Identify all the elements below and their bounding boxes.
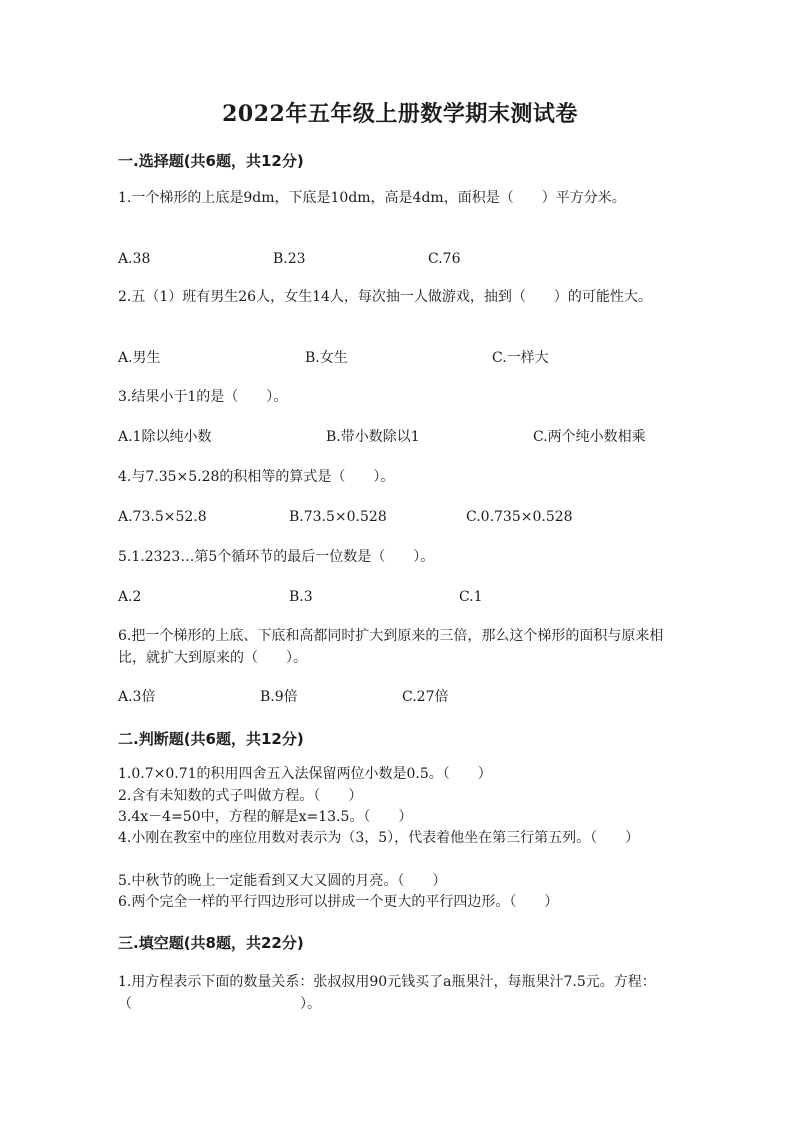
judge-item: 4.小刚在教室中的座位用数对表示为（3，5），代表着他坐在第三行第五列。（ ） bbox=[118, 830, 640, 846]
option-a: A.2 bbox=[118, 589, 142, 605]
option-a: A.3倍 bbox=[118, 689, 156, 705]
option-c: C.0.735×0.528 bbox=[466, 509, 573, 525]
section-header-choice: 一.选择题(共6题，共12分) bbox=[118, 152, 304, 170]
option-a: A.73.5×52.8 bbox=[118, 509, 207, 525]
question-text: 3.结果小于1的是（ ）。 bbox=[118, 389, 288, 405]
option-b: B.9倍 bbox=[260, 689, 298, 705]
option-c: C.一样大 bbox=[492, 350, 549, 366]
judge-item: 2.含有未知数的式子叫做方程。（ ） bbox=[118, 788, 363, 804]
judge-item: 6.两个完全一样的平行四边形可以拼成一个更大的平行四边形。（ ） bbox=[118, 894, 559, 910]
judge-item: 3.4x－4=50中，方程的解是x=13.5。（ ） bbox=[118, 809, 413, 825]
option-c: C.1 bbox=[459, 589, 483, 605]
option-a: A.38 bbox=[118, 251, 151, 267]
page-title: 2022年五年级上册数学期末测试卷 bbox=[222, 101, 578, 127]
question-text: 2.五（1）班有男生26人，女生14人，每次抽一人做游戏，抽到（ ）的可能性大。 bbox=[118, 289, 652, 305]
question-text: 5.1.2323…第5个循环节的最后一位数是（ ）。 bbox=[118, 549, 435, 565]
question-text: 6.把一个梯形的上底、下底和高都同时扩大到原来的三倍，那么这个梯形的面积与原来相比，就扩大到原来的（ ）。 bbox=[118, 628, 664, 666]
question-text: 1.一个梯形的上底是9dm，下底是10dm，高是4dm，面积是（ ）平方分米。 bbox=[118, 190, 626, 206]
option-c: C.27倍 bbox=[402, 689, 449, 705]
option-a: A.1除以纯小数 bbox=[118, 429, 212, 445]
option-b: B.73.5×0.528 bbox=[289, 509, 387, 525]
option-c: C.76 bbox=[428, 251, 461, 267]
question-text: 1.用方程表示下面的数量关系：张叔叔用90元钱买了a瓶果汁，每瓶果汁7.5元。方程：（ ）。 bbox=[118, 974, 656, 1012]
option-b: B.女生 bbox=[305, 350, 348, 366]
option-b: B.3 bbox=[289, 589, 313, 605]
option-a: A.男生 bbox=[118, 350, 161, 366]
option-b: B.带小数除以1 bbox=[326, 429, 420, 445]
question-text: 4.与7.35×5.28的积相等的算式是（ ）。 bbox=[118, 469, 395, 485]
section-header-judge: 二.判断题(共6题，共12分) bbox=[118, 730, 304, 748]
section-header-fill: 三.填空题(共8题，共22分) bbox=[118, 934, 304, 952]
judge-item: 1.0.7×0.71的积用四舍五入法保留两位小数是0.5。（ ） bbox=[118, 766, 492, 782]
option-c: C.两个纯小数相乘 bbox=[533, 429, 646, 445]
judge-item: 5.中秋节的晚上一定能看到又大又圆的月亮。（ ） bbox=[118, 873, 447, 889]
option-b: B.23 bbox=[273, 251, 306, 267]
